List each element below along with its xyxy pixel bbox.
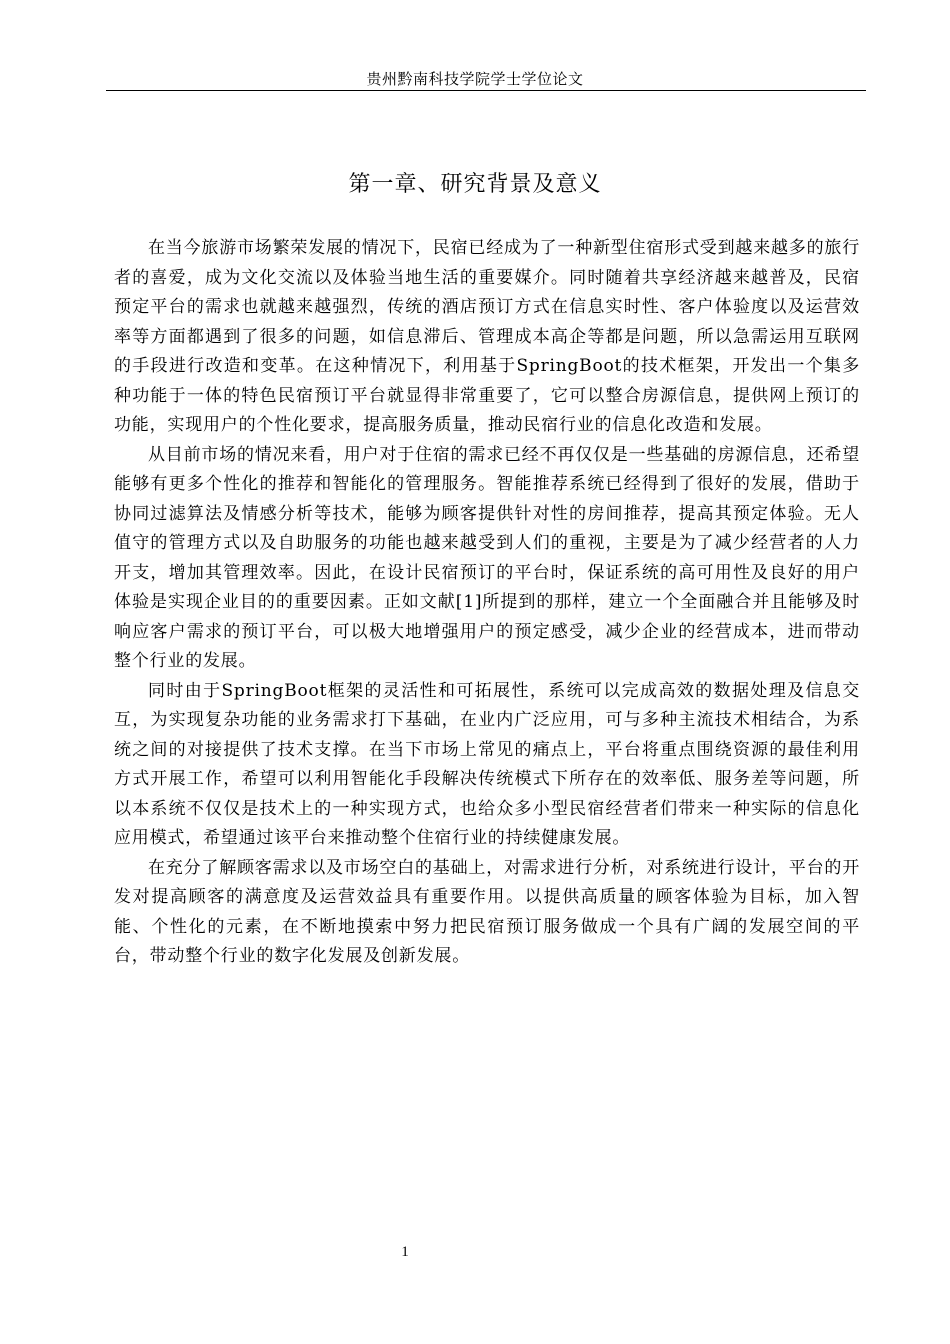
chapter-title: 第一章、研究背景及意义 — [348, 172, 602, 197]
chapter-body — [114, 234, 860, 972]
paragraph-1: 在当今旅游市场繁荣发展的情况下，民宿已经成为了一种新型住宿形式受到越来越多的旅行者的喜爱，成为文化交流以及体验当地生活的重要媒介。同时随着共享经济越来越普及，民宿预定平台的需求也就越来越强烈，传统的酒店预订方式在信息实时性、客户体验度以及运营效率等方面都遇到了很多的问题，如信息滞后、管理成本高企等都是问题，所以急需运用互联网的手段进行改造和变革。在这种情况下，利用基于SpringBoot的技术框架，开发出一个集多种功能于一体的特色民宿预订平台就显得非常重要了，它可以整合房源信息，提供网上预订的功能，实现用户的个性化要求，提高服务质量，推动民宿行业的信息化改造和发展。 — [114, 238, 860, 435]
page-number: 1 — [401, 1244, 409, 1260]
paragraph-3: 同时由于SpringBoot框架的灵活性和可拓展性，系统可以完成高效的数据处理及信息交互，为实现复杂功能的业务需求打下基础，在业内广泛应用，可与多种主流技术相结合，为系统之间的对接提供了技术支撑。在当下市场上常见的痛点上，平台将重点围绕资源的最佳利用方式开展工作，希望可以利用智能化手段解决传统模式下所存在的效率低、服务差等问题，所以本系统不仅仅是技术上的一种实现方式，也给众多小型民宿经营者们带来一种实际的信息化应用模式，希望通过该平台来推动整个住宿行业的持续健康发展。 — [114, 680, 860, 848]
running-header: 贵州黔南科技学院学士学位论文 — [366, 70, 584, 88]
paragraph-2: 从目前市场的情况来看，用户对于住宿的需求已经不再仅仅是一些基础的房源信息，还希望能够有更多个性化的推荐和智能化的管理服务。智能推荐系统已经得到了很好的发展，借助于协同过滤算法及情感分析等技术，能够为顾客提供针对性的房间推荐，提高其预定体验。无人值守的管理方式以及自助服务的功能也越来越受到人们的重视，主要是为了减少经营者的人力开支，增加其管理效率。因此，在设计民宿预订的平台时，保证系统的高可用性及良好的用户体验是实现企业目的的重要因素。正如文献[1]所提到的那样，建立一个全面融合并且能够及时响应客户需求的预订平台，可以极大地增强用户的预定感受，减少企业的经营成本，进而带动整个行业的发展。 — [114, 444, 860, 671]
paragraph-4: 在充分了解顾客需求以及市场空白的基础上，对需求进行分析，对系统进行设计，平台的开发对提高顾客的满意度及运营效益具有重要作用。以提供高质量的顾客体验为目标，加入智能、个性化的元素，在不断地摸索中努力把民宿预订服务做成一个具有广阔的发展空间的平台，带动整个行业的数字化发展及创新发展。 — [114, 857, 860, 966]
header-divider — [106, 90, 866, 91]
